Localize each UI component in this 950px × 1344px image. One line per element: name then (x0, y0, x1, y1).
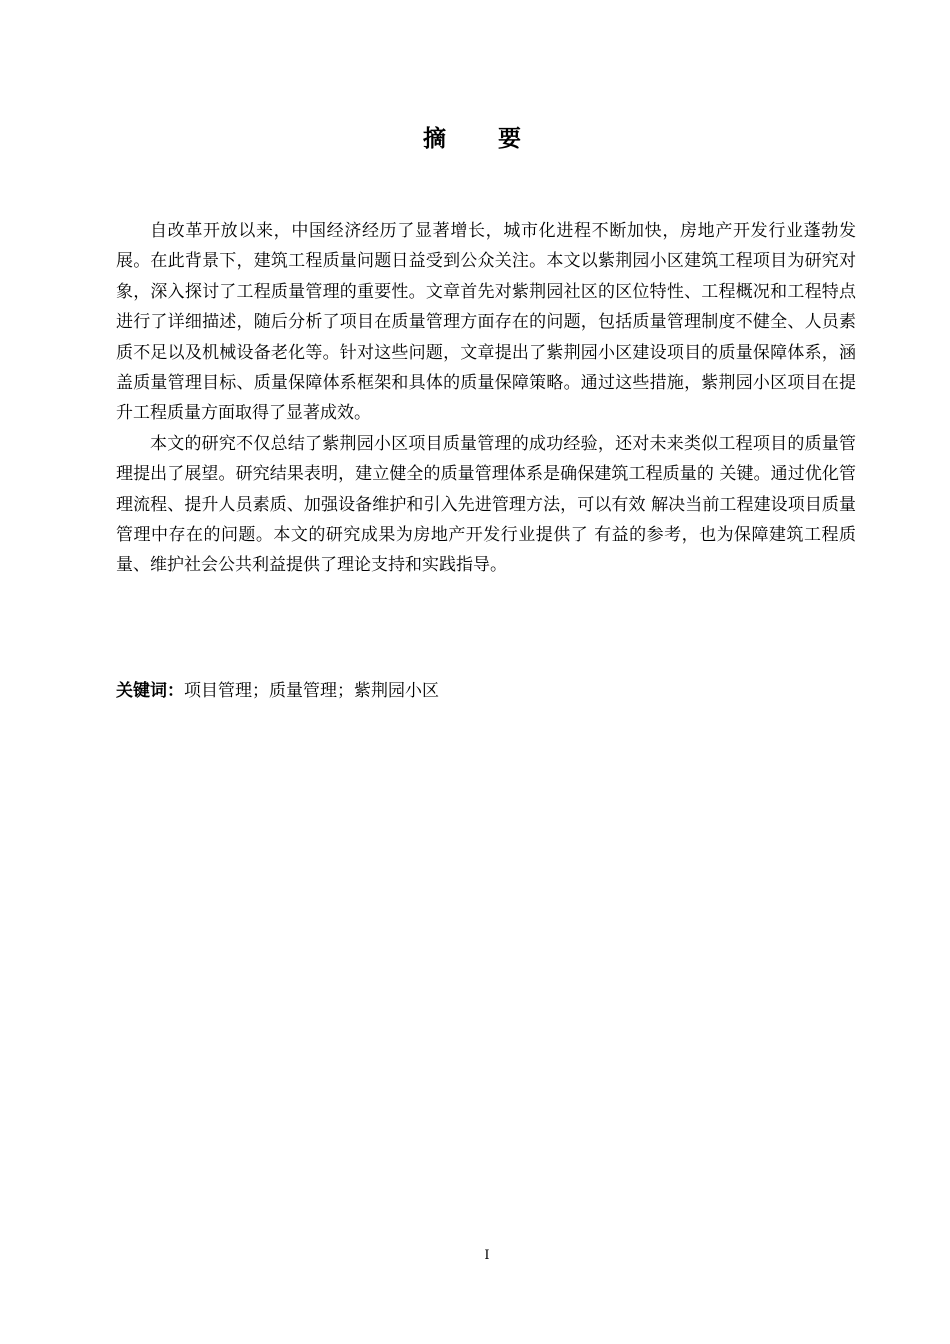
keywords-value: 项目管理；质量管理；紫荆园小区 (184, 681, 439, 701)
abstract-paragraph-1: 自改革开放以来，中国经济经历了显著增长，城市化进程不断加快，房地产开发行业蓬勃发展。在此背景下，建筑工程质量问题日益受到公众关注。本文以紫荆园小区建筑工程项目为研究对象，深入探讨了工程质量管理的重要性。文章首先对紫荆园社区的区位特性、工程概况和工程特点进行了详细描述，随后分析了项目在质量管理方面存在的问题，包括质量管理制度不健全、人员素质不足以及机械设备老化等。针对这些问题，文章提出了紫荆园小区建设项目的质量保障体系，涵盖质量管理目标、质量保障体系框架和具体的质量保障策略。通过这些措施，紫荆园小区项目在提升工程质量方面取得了显著成效。 (116, 221, 856, 424)
abstract-paragraph-2: 本文的研究不仅总结了紫荆园小区项目质量管理的成功经验，还对未来类似工程项目的质量管理提出了展望。研究结果表明，建立健全的质量管理体系是确保建筑工程质量的 关键。通过优化管理流程、提升人员素质、加强设备维护和引入先进管理方法，可以有效 解决当前工程建设项目质量管理中存在的问题。本文的研究成果为房地产开发行业提供了 有益的参考，也为保障建筑工程质量、维护社会公共利益提供了理论支持和实践指导。 (116, 433, 856, 576)
abstract-title: 摘 要 (422, 126, 543, 152)
abstract-body (116, 216, 856, 581)
page-number: I (484, 1248, 490, 1263)
keywords-line (116, 676, 856, 706)
keywords-label: 关键词： (116, 681, 184, 701)
